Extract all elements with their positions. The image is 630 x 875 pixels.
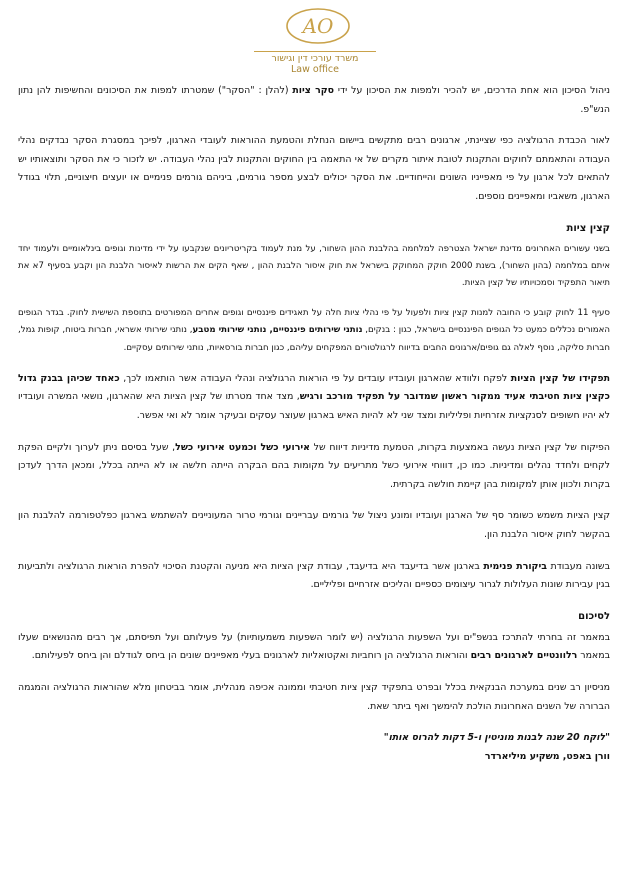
paragraph-officer-role: תפקידו של קצין הציות לפקח ולוודא שהארגון ועובדיו עובדים על פי הוראות הרגולציה ונהלי העבודה אשר הותאמו לכך, כאחד שכיהן בבנק גדול כקצין ציות חטיבתי אעיד ממקור ראשון שמדובר על תפקיד מורכב ורגיש, מצד אחד מטרתו של קצין הציות היא שהארגון, נושאי המשרה ועובדיו לא יהיו חשופים לסנקציות אזרחיות ופליליות ומצד שני לא להיות האיש בארגון שעוצר עסקים ובעיקר אומר לא ואי אפשר. <box>18 372 610 421</box>
paragraph-internal-audit: בשונה מעבודת ביקורת פנימית בארגון אשר בדיעבד היא בדיעבד, עבודת קצין הציות היא מניעה והקטנת הסיכוי להפרת הוראות הרגולציה ולתביעות בגין עבירות שונות העלולות לגרור עיצומים כספיים והליכים אזרחיים ופליליים. <box>18 560 610 591</box>
firm-name-english: Law office <box>291 64 339 75</box>
firm-logo <box>283 6 353 46</box>
closing-quote: "לוקח 20 שנה לבנות מוניטין ו-5 דקות להרוס אותו" <box>383 732 610 744</box>
heading-compliance-officer: קצין ציות <box>566 222 610 234</box>
firm-name-hebrew: משרד עורכי דין וגישור <box>271 53 359 64</box>
heading-summary: לסיכום <box>578 610 610 622</box>
paragraph-money-laundering-law: בשני עשורים האחרונים מדינת ישראל הצטרפה למלחמה בהלבנת ההון השחור, על מנת לעמוד בקריטריונים שנקבעו על ידי מדינות וגופים בינלאומיים ולעמוד יחד איתם במלחמה (בהון השחור), בשנת 2000 חוקק המחוקק בישראל את חוק איסור הלבנת ההון , שאף הקים את הרשות לאיסור הלבנת הון וקבע בסעיף 7א את תיאור התפקיד וסמכויותיו של קצין הציות. <box>18 243 611 288</box>
header-divider <box>254 51 376 52</box>
paragraph-supervision: הפיקוח של קצין הציות נעשה באמצעות בקרות, הטמעת מדיניות דיווח של אירועי כשל וכמעט אירועי כשל, שעל בסיסם ניתן לערוך ולקיים הפקת לקחים ולחדד נהלים ומדיניות. כמו כן, דוווחי אירועי כשל מתריעים על מקומות בהם הבקרה הייתה חלשה או לא הייתה בכלל, ומכאן הדרך לעדכן בקרות ולכוון אותן למקומות בהן קיימת חולשה בקרתית. <box>18 441 610 490</box>
paragraph-gatekeeper: קצין הציות משמש כשומר סף של הארגון ועובדיו ומונע ניצול של גורמים עבריינים וגורמי טרור המעוניינים להשתמש בארגון כפלטפורמה להלבנת הון בהקשר לחוק איסור הלבנת הון. <box>18 510 610 540</box>
logo-monogram: AO <box>302 14 334 38</box>
paragraph-summary: במאמר זה בחרתי להתרכז בנשפ"ים ועל השפעות הרגולציה (יש לומר השפעות משמעותיות) על פעילותם ועל תפיסתם, אך רבים מהנושאים שעלו במאמר רלוונטיים לארגונים רבים והוראות הרגולציה הן רוחביות ואקטואליות לארגונים בעלי מאפיינים שונים הן ביחס לגודלם והן ביחס לפעילותם. <box>18 631 610 662</box>
paragraph-section-11: סעיף 11 לחוק קובע כי החובה למנות קצין ציות ולפעול על פי נהלי ציות חלה על תאגידים פיננסיים וגופים אחרים המפורטים בתוספת השישית לחוק. בגדר הגופים האמורים נכללים כמעט כל הגופים הפיננסיים בישראל, כגון : בנקים, נותני שירותים פיננסיים, נותני שירותי מטבע, נותני שירותי אשראי, חברות ביטוח, קופות גמל, חברות סליקה, נוסף לאלה גם גופים/ארגונים החבים בדיווח לרגולטורים המפקחים עליהם, כגון חברות בורסאיות, נותני שירותים עסקיים. <box>18 308 610 353</box>
paragraph-regulation-burden: לאור הכבדת הרגולציה כפי שציינתי, ארגונים רבים מתקשים ביישום הנחלת והטמעת ההוראות לעובדי הארגון, לפיכך במסגרת הסקר נבדקים נהלי העבודה והתאמתם לחוקים והתקנות לטובת איתור מקרים של אי התאמה בין החוקים והתקנות לבין נהלי העבודה. יש לזכור כי את הסקר ותוצאותיו יש להתאים לכל ארגון על פי מאפייניו השונים והייחודיים. את הסקר יכולים לבצע מספר גורמים, ביניהם גורמים פנימיים או יועצים חיצוניים, תלוי בגודל הארגון, משאביו ומאפיינים נוספים. <box>18 135 610 202</box>
article-body <box>18 82 610 766</box>
paragraph-experience: מניסיון רב שנים במערכת הבנקאית בכלל ובפרט בתפקיד קצין ציות חטיבתי וממונה אכיפה מנהלית, אומר בביטחון מלא שהוראות הרגולציה והמגמה הברורה של השנים האחרונות הולכת להימשך ואף ביתר שאת. <box>18 681 610 712</box>
quote-author: וורן באפט, משקיע מיליארדר <box>484 750 610 762</box>
paragraph-risk-management: ניהול הסיכון הוא אחת הדרכים, יש להכיר ולמפות את הסיכון על ידי סקר ציות (להלן : "הסקר") שמטרתו למפות את הסיכונים והחשיפות להן נתון הנש"פ. <box>18 85 610 115</box>
